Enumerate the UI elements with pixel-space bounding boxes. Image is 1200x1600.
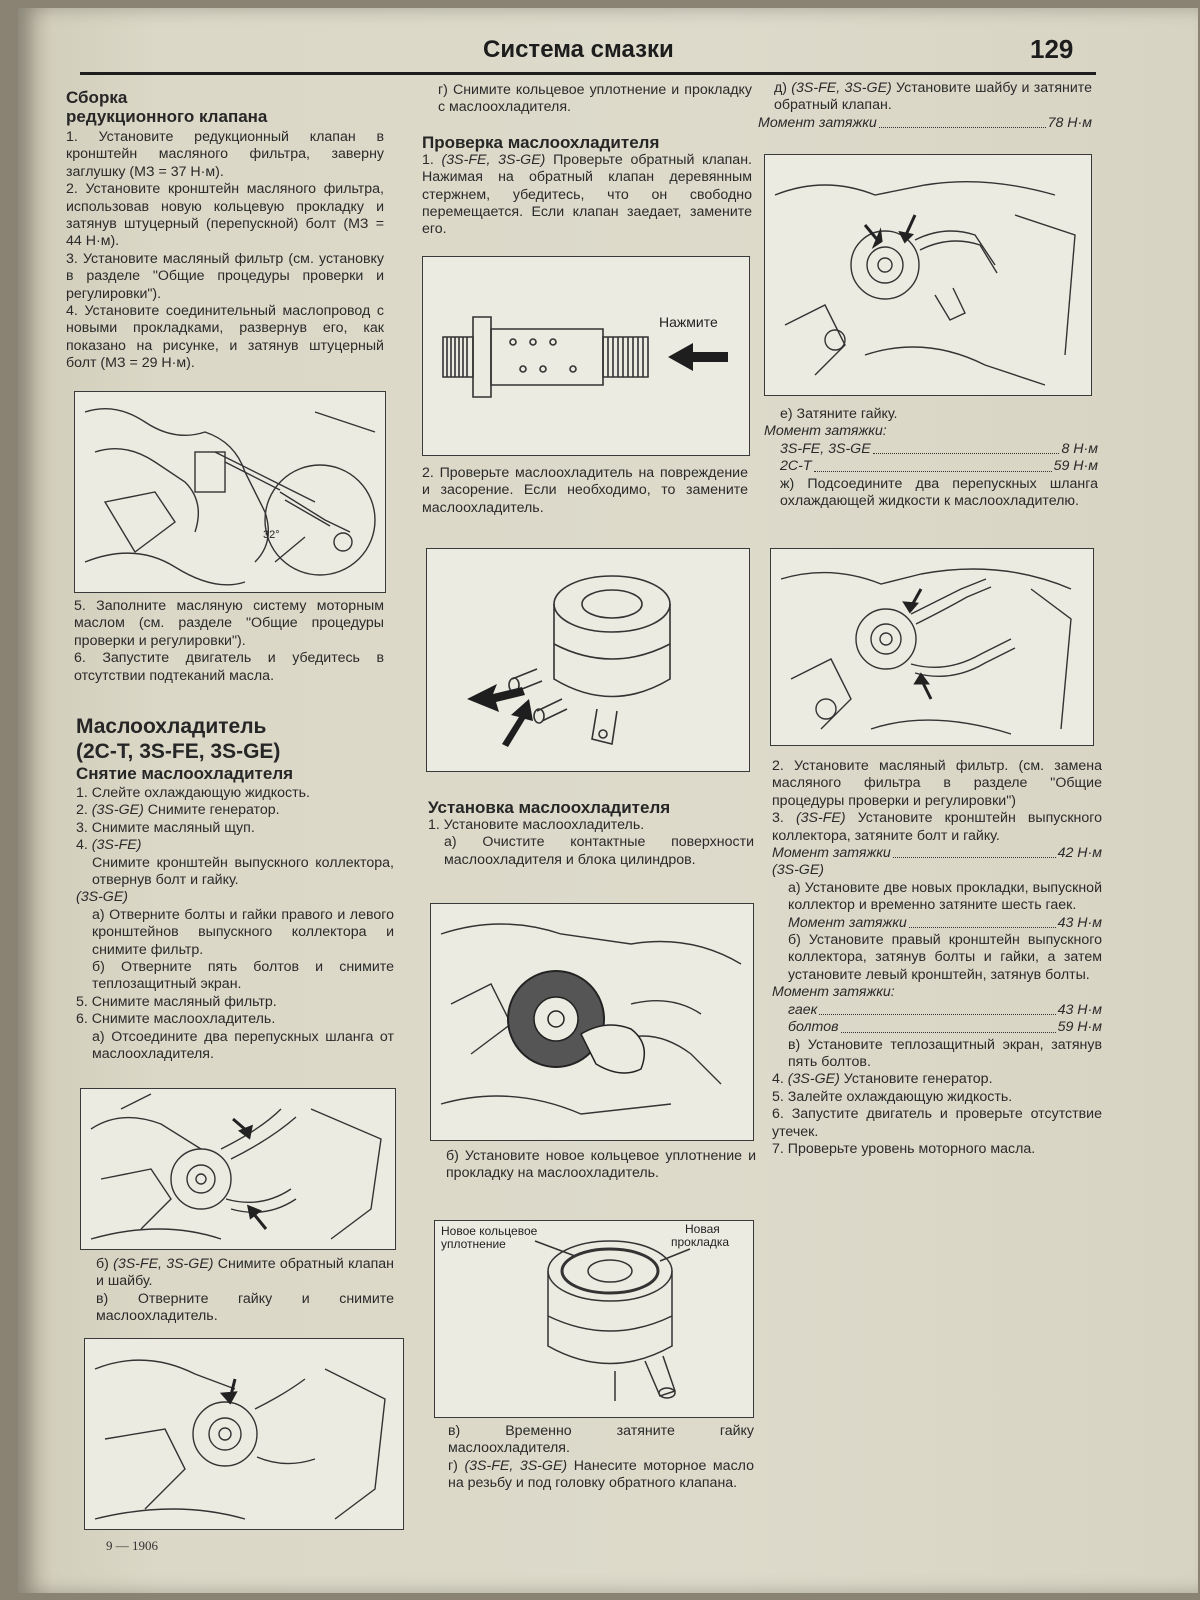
heading-reducing-valve-assembly: Сборка редукционного клапана	[66, 88, 268, 126]
step-text: Установите шайбу и затяните обратный клапан.	[774, 80, 1092, 114]
step-5: 5. Заполните масляную систему моторным маслом (см. разделе "Общие процедуры проверки и регулировки").	[74, 598, 384, 649]
step-letter: б)	[96, 1256, 114, 1272]
removal-step-3: 3. Снимите масляный щуп.	[76, 819, 255, 836]
model-tag: (3S-FE, 3S-GE)	[113, 1256, 214, 1272]
step-text: Нанесите моторное масло на резьбу и под головку обратного клапана.	[448, 1457, 754, 1492]
install-step-1d	[758, 80, 1092, 115]
step-text: Установите генератор.	[839, 1071, 993, 1088]
engine-drawing-4	[765, 155, 1091, 395]
step-text: Снимите генератор.	[143, 802, 280, 819]
figure-clean-surface	[430, 903, 754, 1141]
install-step-1: 1. Установите маслоохладитель.	[428, 817, 645, 833]
column-1-mid	[74, 598, 384, 685]
removal-step-6: 6. Снимите маслоохладитель.	[76, 1011, 276, 1028]
step-num: 3.	[772, 810, 796, 827]
model-tag: (3S-FE, 3S-GE)	[791, 80, 892, 96]
torque-row-2c	[764, 458, 1098, 475]
engine-drawing-5	[771, 549, 1093, 745]
torque-value: 59 Н·м	[1053, 458, 1098, 475]
heading-installation: Установка маслоохладителя	[428, 798, 671, 817]
install-step-3b: б) Установите правый кронштейн выпускного коллектора, затянув болты и гайки, а затем установите левый кронштейн, затянув болты.	[788, 932, 1102, 983]
torque-row-nuts	[772, 1002, 1102, 1019]
torque-row-d	[758, 115, 1092, 132]
step-num: 2.	[76, 802, 92, 819]
torque-label: Момент затяжки	[772, 845, 891, 862]
step-num: 4.	[76, 837, 92, 854]
step-letter: д)	[774, 80, 792, 96]
column-3-bottom	[772, 758, 1102, 1158]
install-step-2: 2. Установите масляный фильтр. (см. замена масляного фильтра в разделе "Общие процедуры проверки и регулировки")	[772, 758, 1102, 809]
column-1-bottom	[80, 1256, 394, 1326]
torque-label: Момент затяжки	[758, 114, 877, 131]
model-tag: (3S-FE)	[91, 837, 142, 854]
removal-step-6b	[80, 1256, 394, 1291]
install-step-4	[772, 1071, 1102, 1088]
angle-label: 32°	[263, 529, 280, 541]
removal-step-5: 5. Снимите масляный фильтр.	[76, 993, 277, 1010]
install-step-3a: а) Установите две новых прокладки, выпускной коллектор и временно затяните шесть гаек.	[788, 879, 1102, 914]
new-ring-label: Новое кольцевое уплотнение	[441, 1224, 538, 1251]
step-letter: г)	[448, 1457, 465, 1474]
model-tag: (3S-GE)	[787, 1071, 840, 1088]
install-step-1e: е) Затяните гайку.	[780, 406, 898, 422]
torque-row-3	[772, 845, 1102, 862]
install-step-1v: в) Временно затяните гайку маслоохладителя.	[448, 1423, 754, 1457]
print-signature: 9 — 1906	[106, 1538, 158, 1553]
leader-dots	[879, 115, 1046, 128]
model-tag: (3S-GE)	[91, 802, 144, 819]
removal-step-6g: г) Снимите кольцевое уплотнение и прокладку с маслоохладителя.	[438, 82, 752, 116]
removal-step-4	[76, 837, 394, 854]
torque-value: 8 Н·м	[1061, 440, 1098, 457]
figure-hoses-disconnect	[80, 1088, 396, 1250]
step-num: 4.	[772, 1071, 788, 1088]
inspection-step-2: 2. Проверьте маслоохладитель на повреждение и засорение. Если необходимо, то замените маслоохладитель.	[422, 465, 748, 516]
removal-step-4a: а) Отверните болты и гайки правого и левого кронштейнов выпускного коллектора и снимите фильтр.	[92, 906, 394, 958]
step-6: 6. Запустите двигатель и убедитесь в отсутствии подтеканий масла.	[74, 650, 384, 684]
model-tag-3sge: (3S-GE)	[76, 889, 129, 906]
heading-removal: Снятие маслоохладителя	[76, 764, 294, 783]
leader-dots	[873, 441, 1060, 454]
step-4: 4. Установите соединительный маслопровод с новыми прокладками, развернув его, как показано на рисунке, и затянув штуцерный болт (МЗ = 29 Н·м).	[66, 303, 384, 372]
column-3-top	[758, 80, 1092, 132]
install-step-1b: б) Установите новое кольцевое уплотнение и прокладку на маслоохладитель.	[446, 1148, 756, 1182]
torque-row-bolts	[772, 1019, 1102, 1036]
removal-step-6v: в) Отверните гайку и снимите маслоохладитель.	[96, 1290, 394, 1325]
engine-drawing-2	[81, 1089, 395, 1249]
torque-heading-3b: Момент затяжки:	[772, 984, 895, 1001]
removal-step-2	[76, 802, 394, 819]
torque-label: гаек	[788, 1001, 818, 1018]
removal-step-6a: а) Отсоедините два перепускных шланга от маслоохладителя.	[92, 1028, 394, 1063]
torque-row-3s	[764, 441, 1098, 458]
figure-cooler-flow	[426, 548, 750, 772]
leader-dots	[893, 845, 1056, 858]
install-step-6: 6. Запустите двигатель и проверьте отсутствие утечек.	[772, 1106, 1102, 1140]
removal-step-1: 1. Слейте охлаждающую жидкость.	[76, 785, 310, 801]
install-step-3v: в) Установите теплозащитный экран, затянув пять болтов.	[788, 1036, 1102, 1070]
check-valve-drawing	[423, 257, 749, 455]
column-2-top	[422, 82, 752, 239]
torque-value: 59 Н·м	[1057, 1019, 1102, 1036]
install-step-1a: а) Очистите контактные поверхности маслоохладителя и блока цилиндров.	[444, 834, 754, 868]
model-tag: (3S-FE, 3S-GE)	[441, 151, 546, 168]
figure-cooler-remove	[84, 1338, 404, 1530]
model-tag: (3S-FE, 3S-GE)	[464, 1457, 568, 1474]
install-step-7: 7. Проверьте уровень моторного масла.	[772, 1140, 1036, 1157]
leader-dots	[814, 458, 1052, 471]
torque-label: 3S-FE, 3S-GE	[780, 440, 871, 457]
torque-value: 43 Н·м	[1057, 914, 1102, 931]
install-step-1zh: ж) Подсоедините два перепускных шланга охлаждающей жидкости к маслоохладителю.	[780, 475, 1098, 510]
torque-label: болтов	[788, 1019, 839, 1036]
figure-check-valve-install	[764, 154, 1092, 396]
column-2-install	[428, 798, 754, 869]
flow-out-arrow-icon	[467, 684, 525, 712]
book-page	[18, 8, 1198, 1593]
figure-check-valve-press	[422, 256, 750, 456]
page-number: 129	[1030, 34, 1074, 64]
column-2-bottom	[448, 1423, 754, 1493]
install-step-5: 5. Залейте охлаждающую жидкость.	[772, 1088, 1013, 1105]
step-num: 1.	[422, 151, 442, 168]
leader-dots	[909, 915, 1056, 928]
step-2: 2. Установите кронштейн масляного фильтра, использовав новую кольцевую прокладку и затянув штуцерный (перепускной) болт (МЗ = 44 Н·м).	[66, 181, 384, 250]
flow-in-arrow-icon	[502, 699, 533, 747]
cooler-flow-drawing	[427, 549, 749, 771]
torque-label: Момент затяжки	[788, 914, 907, 931]
torque-heading-e: Момент затяжки:	[764, 423, 887, 440]
step-3: 3. Установите масляный фильтр (см. установку в разделе "Общие процедуры проверки и регулировки").	[66, 250, 384, 302]
heading-oil-cooler: Маслоохладитель (2С-Т, 3S-FE, 3S-GE)	[76, 715, 281, 763]
torque-label: 2С-Т	[780, 458, 812, 475]
torque-value: 42 Н·м	[1057, 845, 1102, 862]
press-arrow-icon	[668, 343, 728, 371]
step-text: Снимите обратный клапан и шайбу.	[96, 1256, 395, 1290]
step-text: Проверьте обратный клапан. Нажимая на обратный клапан деревянным стержнем, убедитесь, что он свободно перемещается. Если клапан заедает, замените его.	[422, 151, 752, 238]
new-seals-drawing	[435, 1221, 753, 1417]
step-text: Установите кронштейн выпускного коллектора, затяните болт и гайку.	[772, 810, 1103, 844]
torque-value: 43 Н·м	[1057, 1001, 1102, 1018]
figure-hoses-connect	[770, 548, 1094, 746]
model-tag-3sge: (3S-GE)	[772, 862, 825, 879]
new-gasket-label: Новая прокладка	[671, 1222, 730, 1249]
leader-dots	[819, 1002, 1055, 1015]
press-label: Нажмите	[659, 314, 718, 330]
figure-oil-line-angle	[74, 391, 386, 593]
leader-dots	[841, 1019, 1056, 1032]
column-2-mid	[422, 465, 748, 517]
column-2-1b	[430, 1148, 756, 1183]
removal-step-4b: б) Отверните пять болтов и снимите теплозащитный экран.	[92, 959, 394, 993]
engine-drawing-1	[75, 392, 385, 592]
install-step-1g	[448, 1458, 754, 1493]
step-1: 1. Установите редукционный клапан в кронштейн масляного фильтра, заверну заглушку (МЗ = 37 Н·м).	[66, 129, 384, 180]
column-1-top	[66, 88, 384, 373]
torque-value: 78 Н·м	[1047, 114, 1092, 131]
engine-drawing-3	[85, 1339, 403, 1529]
heading-inspection: Проверка маслоохладителя	[422, 132, 660, 152]
removal-step-4-text: Снимите кронштейн выпускного коллектора, отвернув болт и гайку.	[92, 854, 394, 889]
figure-new-seals	[434, 1220, 754, 1418]
model-tag: (3S-FE)	[795, 810, 846, 827]
install-step-3	[772, 810, 1102, 845]
column-3-mid	[764, 406, 1098, 510]
column-1-oilcooler	[76, 714, 394, 1064]
header-rule	[80, 72, 1096, 75]
inspection-step-1	[422, 152, 752, 239]
torque-row-3a	[772, 915, 1102, 932]
clean-surface-drawing	[431, 904, 753, 1140]
section-title: Система смазки	[483, 36, 674, 63]
